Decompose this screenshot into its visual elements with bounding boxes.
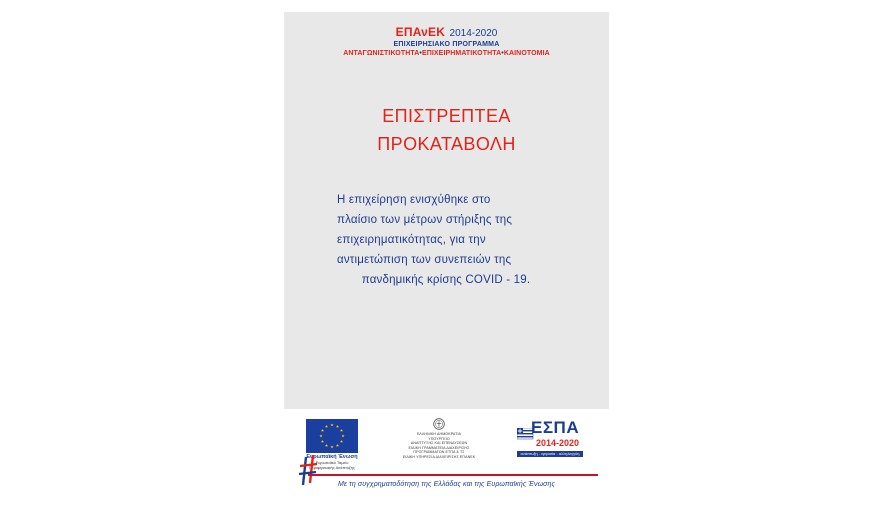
program-header [284,26,609,58]
funding-logos [284,416,609,476]
ministry-line-4: ΕΙΔΙΚΗ ΓΡΑΜΜΑΤΕΙΑ ΔΙΑΧΕΙΡΙΣΗΣ [408,445,470,450]
eu-fund-line-1: Ευρωπαϊκό Ταμείο [315,460,349,465]
eu-name: Ευρωπαϊκή Ένωση [306,454,358,460]
footer-divider [308,474,598,476]
ministry-line-1: ΕΛΛΗΝΙΚΗ ΔΗΜΟΚΡΑΤΙΑ [416,432,462,436]
eu-fund-line-2: Περιφερειακής Ανάπτυξης [309,465,355,470]
brand-years: 2014-2020 [449,28,498,39]
pillar-innovation: ΚΑΙΝΟΤΟΜΙΑ [503,50,550,57]
ministry-line-6: ΕΙΔΙΚΗ ΥΠΗΡΕΣΙΑ ΔΙΑΧΕΙΡΙΣΗΣ ΕΠΑΝΕΚ [402,454,476,459]
title-line-2: ΠΡΟΚΑΤΑΒΟΛΗ [377,134,516,154]
pillar-competitiveness: ΑΝΤΑΓΩΝΙΣΤΙΚΟΤΗΤΑ [343,50,420,57]
body-line-1: Η επιχείρηση ενισχύθηκε στο [337,194,491,206]
body-line-2: πλαίσιο των μέτρων στήριξης της [337,214,513,226]
body-line-3: επιχειρηματικότητας, για την [337,234,486,246]
brand-name: ΕΠΑνΕΚ [395,25,446,39]
espa-slogan: ανάπτυξη - εργασία - αλληλεγγύη [517,451,583,457]
body-line-5: πανδημικής κρίσης COVID - 19. [361,274,531,286]
eu-flag-icon [306,419,358,453]
info-panel [284,12,609,409]
espa-years: 2014-2020 [536,438,580,448]
program-label: ΕΠΙΧΕΙΡΗΣΙΑΚΟ ΠΡΟΓΡΑΜΜΑ [393,41,500,48]
page-title [284,102,609,158]
pillar-entrepreneurship: ΕΠΙΧΕΙΡΗΜΑΤΙΚΟΤΗΤΑ [421,50,502,57]
announcement-text [337,190,555,290]
ministry-line-5: ΠΡΟΓΡΑΜΜΑΤΩΝ ΕΤΠΑ & ΤΣ [413,450,465,455]
poster [284,12,609,506]
ministry-line-3: ΑΝΑΠΤΥΞΗΣ ΚΑΙ ΕΠΕΝΔΥΣΕΩΝ [410,441,468,446]
cofunding-note: Με τη συγχρηματοδότηση της Ελλάδας και της Ευρωπαϊκής Ένωσης [338,481,555,488]
pillar-separator: • [501,50,504,57]
body-line-4: αντιμετώπιση των συνεπειών της [337,254,512,266]
brand-line [284,26,609,40]
espa-name: ΕΣΠΑ [531,418,580,437]
pillar-separator: • [419,50,422,57]
greek-emblem-icon [433,418,445,430]
ministry-logo [396,418,482,460]
title-line-1: ΕΠΙΣΤΡΕΠΤΕΑ [382,106,511,126]
ministry-line-2: ΥΠΟΥΡΓΕΙΟ [428,436,450,441]
program-pillars [284,49,609,58]
